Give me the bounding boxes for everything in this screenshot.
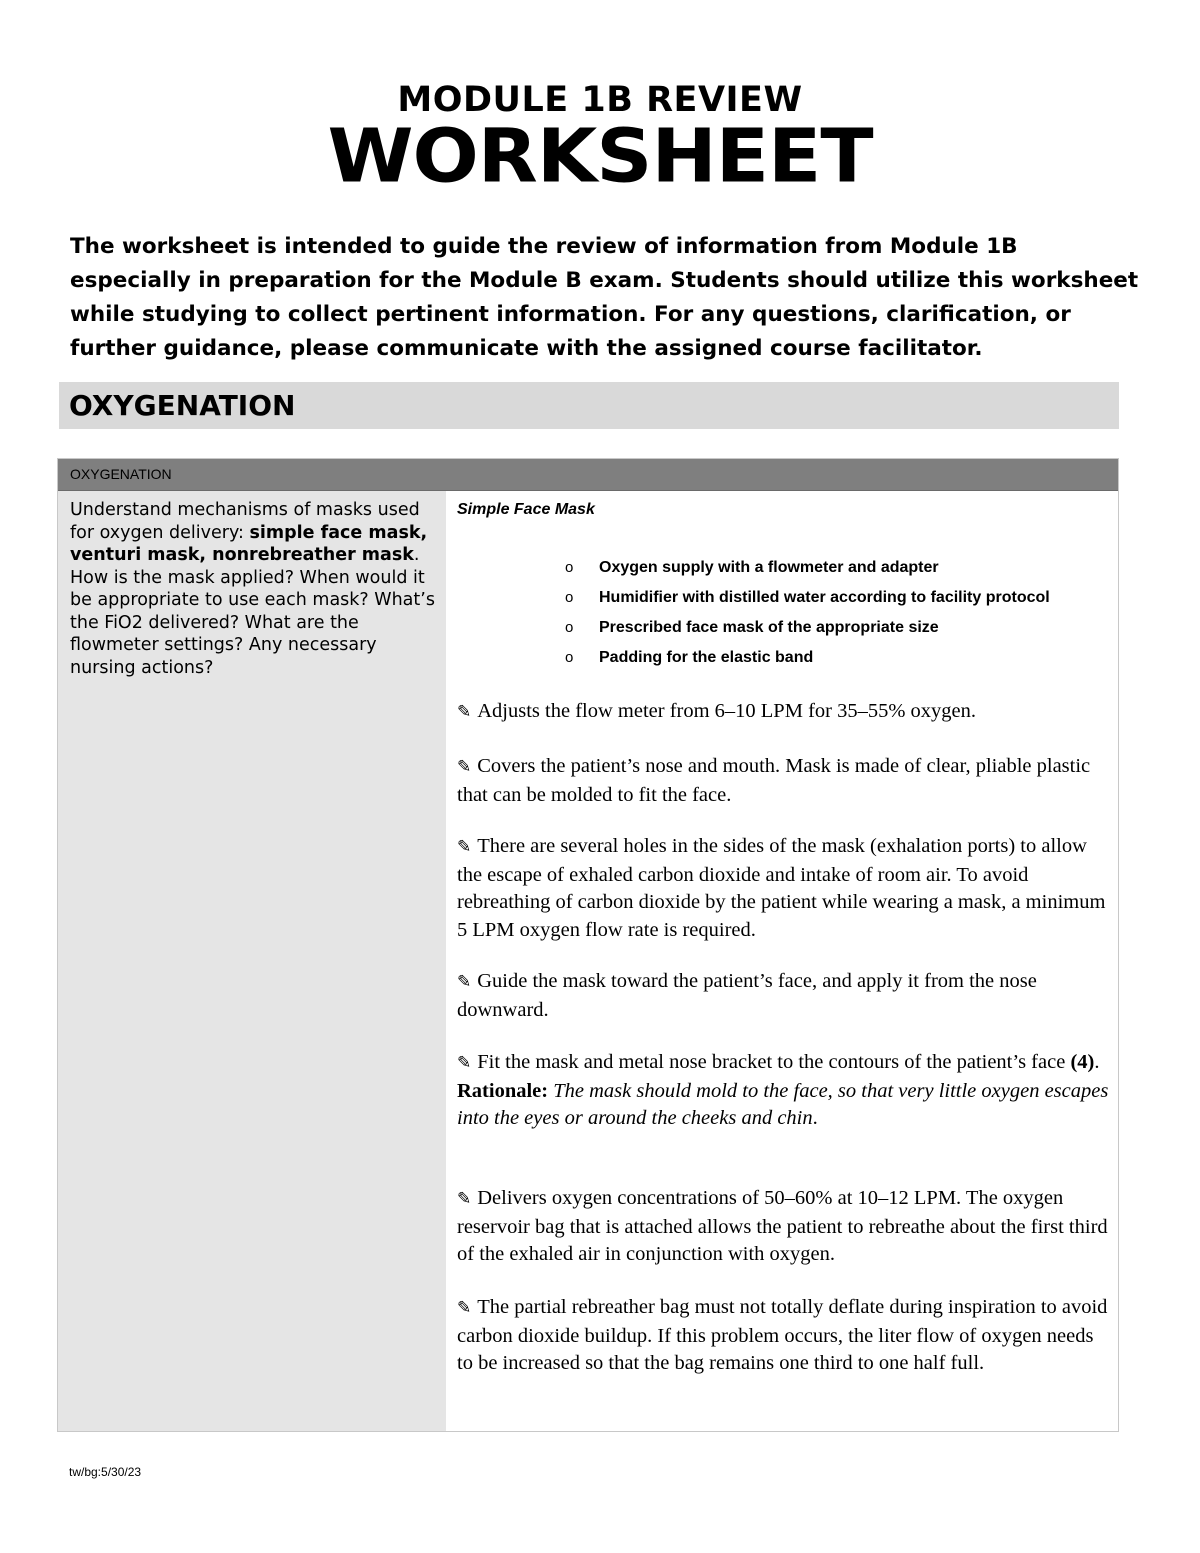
pencil-icon: ✎ — [457, 972, 472, 992]
question-intro: Understand mechanisms of masks used for oxygen delivery: — [70, 500, 420, 543]
pencil-icon: ✎ — [457, 757, 472, 777]
list-item: o Humidifier with distilled water according to facility protocol — [565, 583, 1050, 613]
table-header — [58, 459, 1118, 491]
question-cell — [58, 491, 447, 1431]
supply-list — [565, 553, 1050, 673]
page-title-module: MODULE 1B REVIEW — [397, 80, 803, 120]
note-delivers-oxygen: ✎ Delivers oxygen concentrations of 50–60% at 10–12 LPM. The oxygen reservoir bag that is attached allows the patient to rebreathe about the first third of the exhaled air in conjunction with oxygen. — [457, 1187, 1108, 1265]
answer-cell — [447, 491, 1118, 1431]
pencil-icon: ✎ — [457, 702, 472, 722]
note-apply-mask: ✎ Guide the mask toward the patient’s face, and apply it from the nose downward. — [457, 970, 1037, 1021]
pencil-icon: ✎ — [457, 1298, 472, 1318]
mask-title: Simple Face Mask — [457, 501, 595, 518]
pencil-icon: ✎ — [457, 1053, 472, 1073]
circle-bullet-icon: o — [565, 619, 574, 636]
note-fit-mask: ✎ Fit the mask and metal nose bracket to the contours of the patient’s face (4). Rationale: The mask should mold to the face, so that very little oxygen escapes into the eyes or around the cheeks and chin. — [457, 1051, 1109, 1129]
question-text — [70, 499, 436, 679]
rationale-label: Rationale: — [457, 1079, 549, 1102]
circle-bullet-icon: o — [565, 559, 574, 576]
list-item: o Padding for the elastic band — [565, 643, 1050, 673]
note-covers: ✎ Covers the patient’s nose and mouth. Mask is made of clear, pliable plastic that can be molded to fit the face. — [457, 755, 1091, 806]
question-rest: . How is the mask applied? When would it be appropriate to use each mask? What’s the FiO2 delivered? What are the flowmeter settings? Any necessary nursing actions? — [70, 545, 435, 678]
section-heading-bar — [59, 382, 1119, 429]
pencil-icon: ✎ — [457, 1189, 472, 1209]
pencil-icon: ✎ — [457, 837, 472, 857]
note-flow-meter: ✎ Adjusts the flow meter from 6–10 LPM for 35–55% oxygen. — [457, 698, 1112, 727]
footer-stamp: tw/bg:5/30/23 — [69, 1465, 142, 1479]
note-exhalation-ports: ✎ There are several holes in the sides of the mask (exhalation ports) to allow the escape of exhaled carbon dioxide and intake of room air. To avoid rebreathing of carbon dioxide by the patient while wearing a mask, a minimum 5 LPM oxygen flow rate is required. — [457, 835, 1106, 941]
circle-bullet-icon: o — [565, 649, 574, 666]
list-item: o Prescribed face mask of the appropriate size — [565, 613, 1050, 643]
section-heading: OXYGENATION — [69, 389, 296, 422]
table-header-label: OXYGENATION — [70, 466, 172, 482]
review-table — [57, 458, 1119, 1432]
question-masks: simple face mask, venturi mask, nonrebreather mask — [70, 522, 428, 565]
circle-bullet-icon: o — [565, 589, 574, 606]
list-item: o Oxygen supply with a flowmeter and adapter — [565, 553, 1050, 583]
note-rebreather-bag: ✎ The partial rebreather bag must not totally deflate during inspiration to avoid carbon dioxide buildup. If this problem occurs, the liter flow of oxygen needs to be increased so that the bag remains one third to one half full. — [457, 1296, 1108, 1374]
page-title-worksheet: WORKSHEET — [327, 114, 873, 200]
rationale-text: The mask should mold to the face, so that very little oxygen escapes into the eyes or around the cheeks and chin — [457, 1079, 1109, 1129]
intro-paragraph: The worksheet is intended to guide the review of information from Module 1B especially in preparation for the Module B exam. Students should utilize this worksheet while studying to collect pertinent information. For any questions, clarification, or further guidance, please communicate with the assigned course facilitator. — [70, 234, 1139, 361]
reference-number: (4) — [1070, 1051, 1095, 1073]
